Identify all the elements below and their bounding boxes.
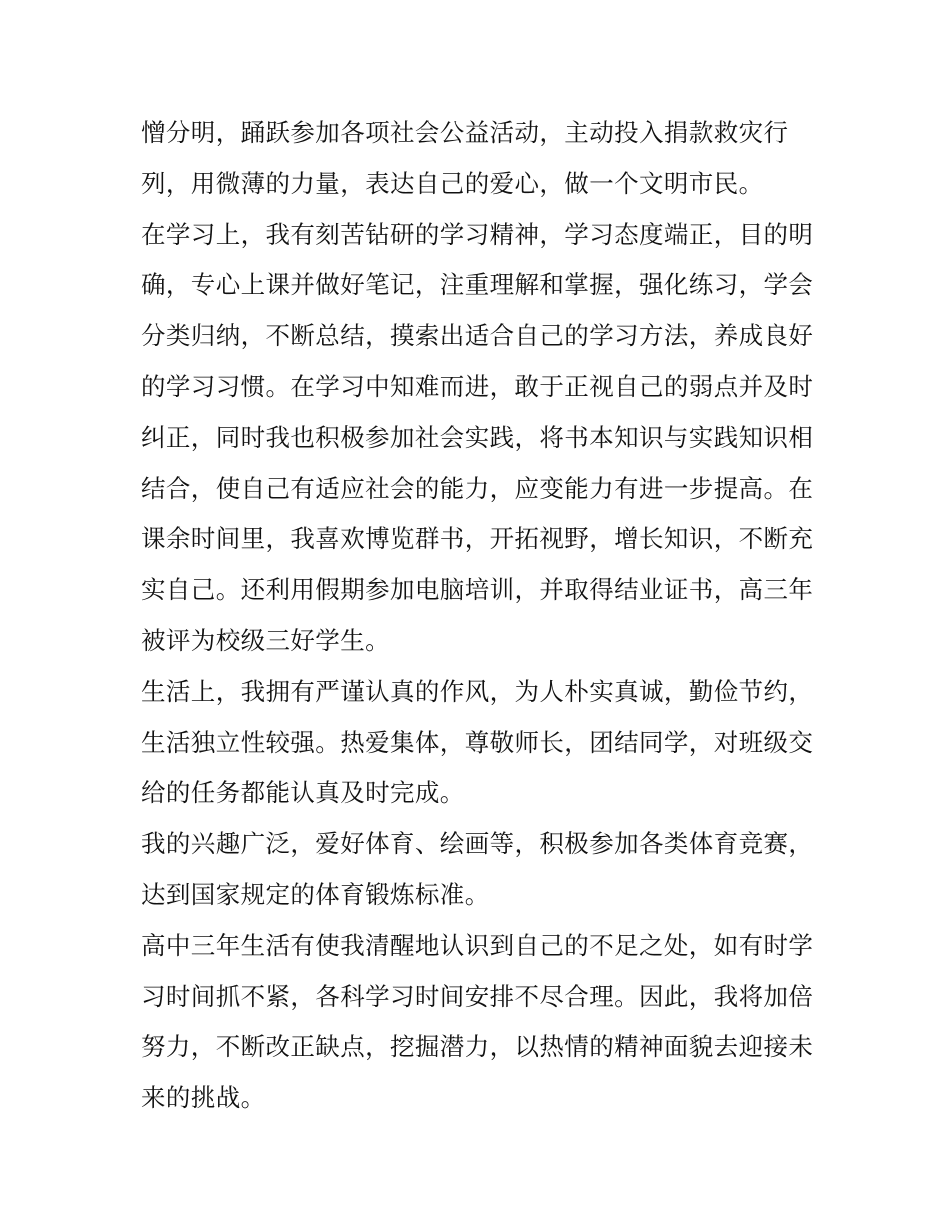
text-line: 在学习上，我有刻苦钻研的学习精神，学习态度端正，目的明 [141, 219, 814, 249]
text-line: 来的挑战。 [141, 1083, 266, 1113]
text-line: 给的任务都能认真及时完成。 [141, 778, 465, 808]
text-line: 结合，使自己有适应社会的能力，应变能力有进一步提高。在 [141, 473, 814, 503]
text-line: 课余时间里，我喜欢博览群书，开拓视野，增长知识，不断充 [141, 524, 814, 554]
text-line: 生活独立性较强。热爱集体，尊敬师长，团结同学，对班级交 [141, 727, 814, 757]
text-line: 高中三年生活有使我清醒地认识到自己的不足之处，如有时学 [141, 930, 814, 960]
text-line: 达到国家规定的体育锻炼标准。 [141, 879, 490, 909]
text-line: 我的兴趣广泛，爱好体育、绘画等，积极参加各类体育竞赛， [141, 829, 814, 859]
text-line: 确，专心上课并做好笔记，注重理解和掌握，强化练习，学会 [141, 270, 814, 300]
text-line: 列，用微薄的力量，表达自己的爱心，做一个文明市民。 [141, 168, 764, 198]
text-line: 纠正，同时我也积极参加社会实践，将书本知识与实践知识相 [141, 422, 814, 452]
text-line: 被评为校级三好学生。 [141, 625, 390, 655]
text-line: 的学习习惯。在学习中知难而进，敢于正视自己的弱点并及时 [141, 371, 814, 401]
document-body [141, 108, 821, 1124]
text-line: 分类归纳，不断总结，摸索出适合自己的学习方法，养成良好 [141, 321, 814, 351]
text-line: 生活上，我拥有严谨认真的作风，为人朴实真诚，勤俭节约， [141, 676, 814, 706]
text-line: 憎分明，踊跃参加各项社会公益活动，主动投入捐款救灾行 [141, 118, 789, 147]
text-line: 实自己。还利用假期参加电脑培训，并取得结业证书，高三年 [141, 575, 814, 605]
text-line: 努力，不断改正缺点，挖掘潜力，以热情的精神面貌去迎接未 [141, 1032, 814, 1062]
text-line: 习时间抓不紧，各科学习时间安排不尽合理。因此，我将加倍 [141, 981, 814, 1011]
